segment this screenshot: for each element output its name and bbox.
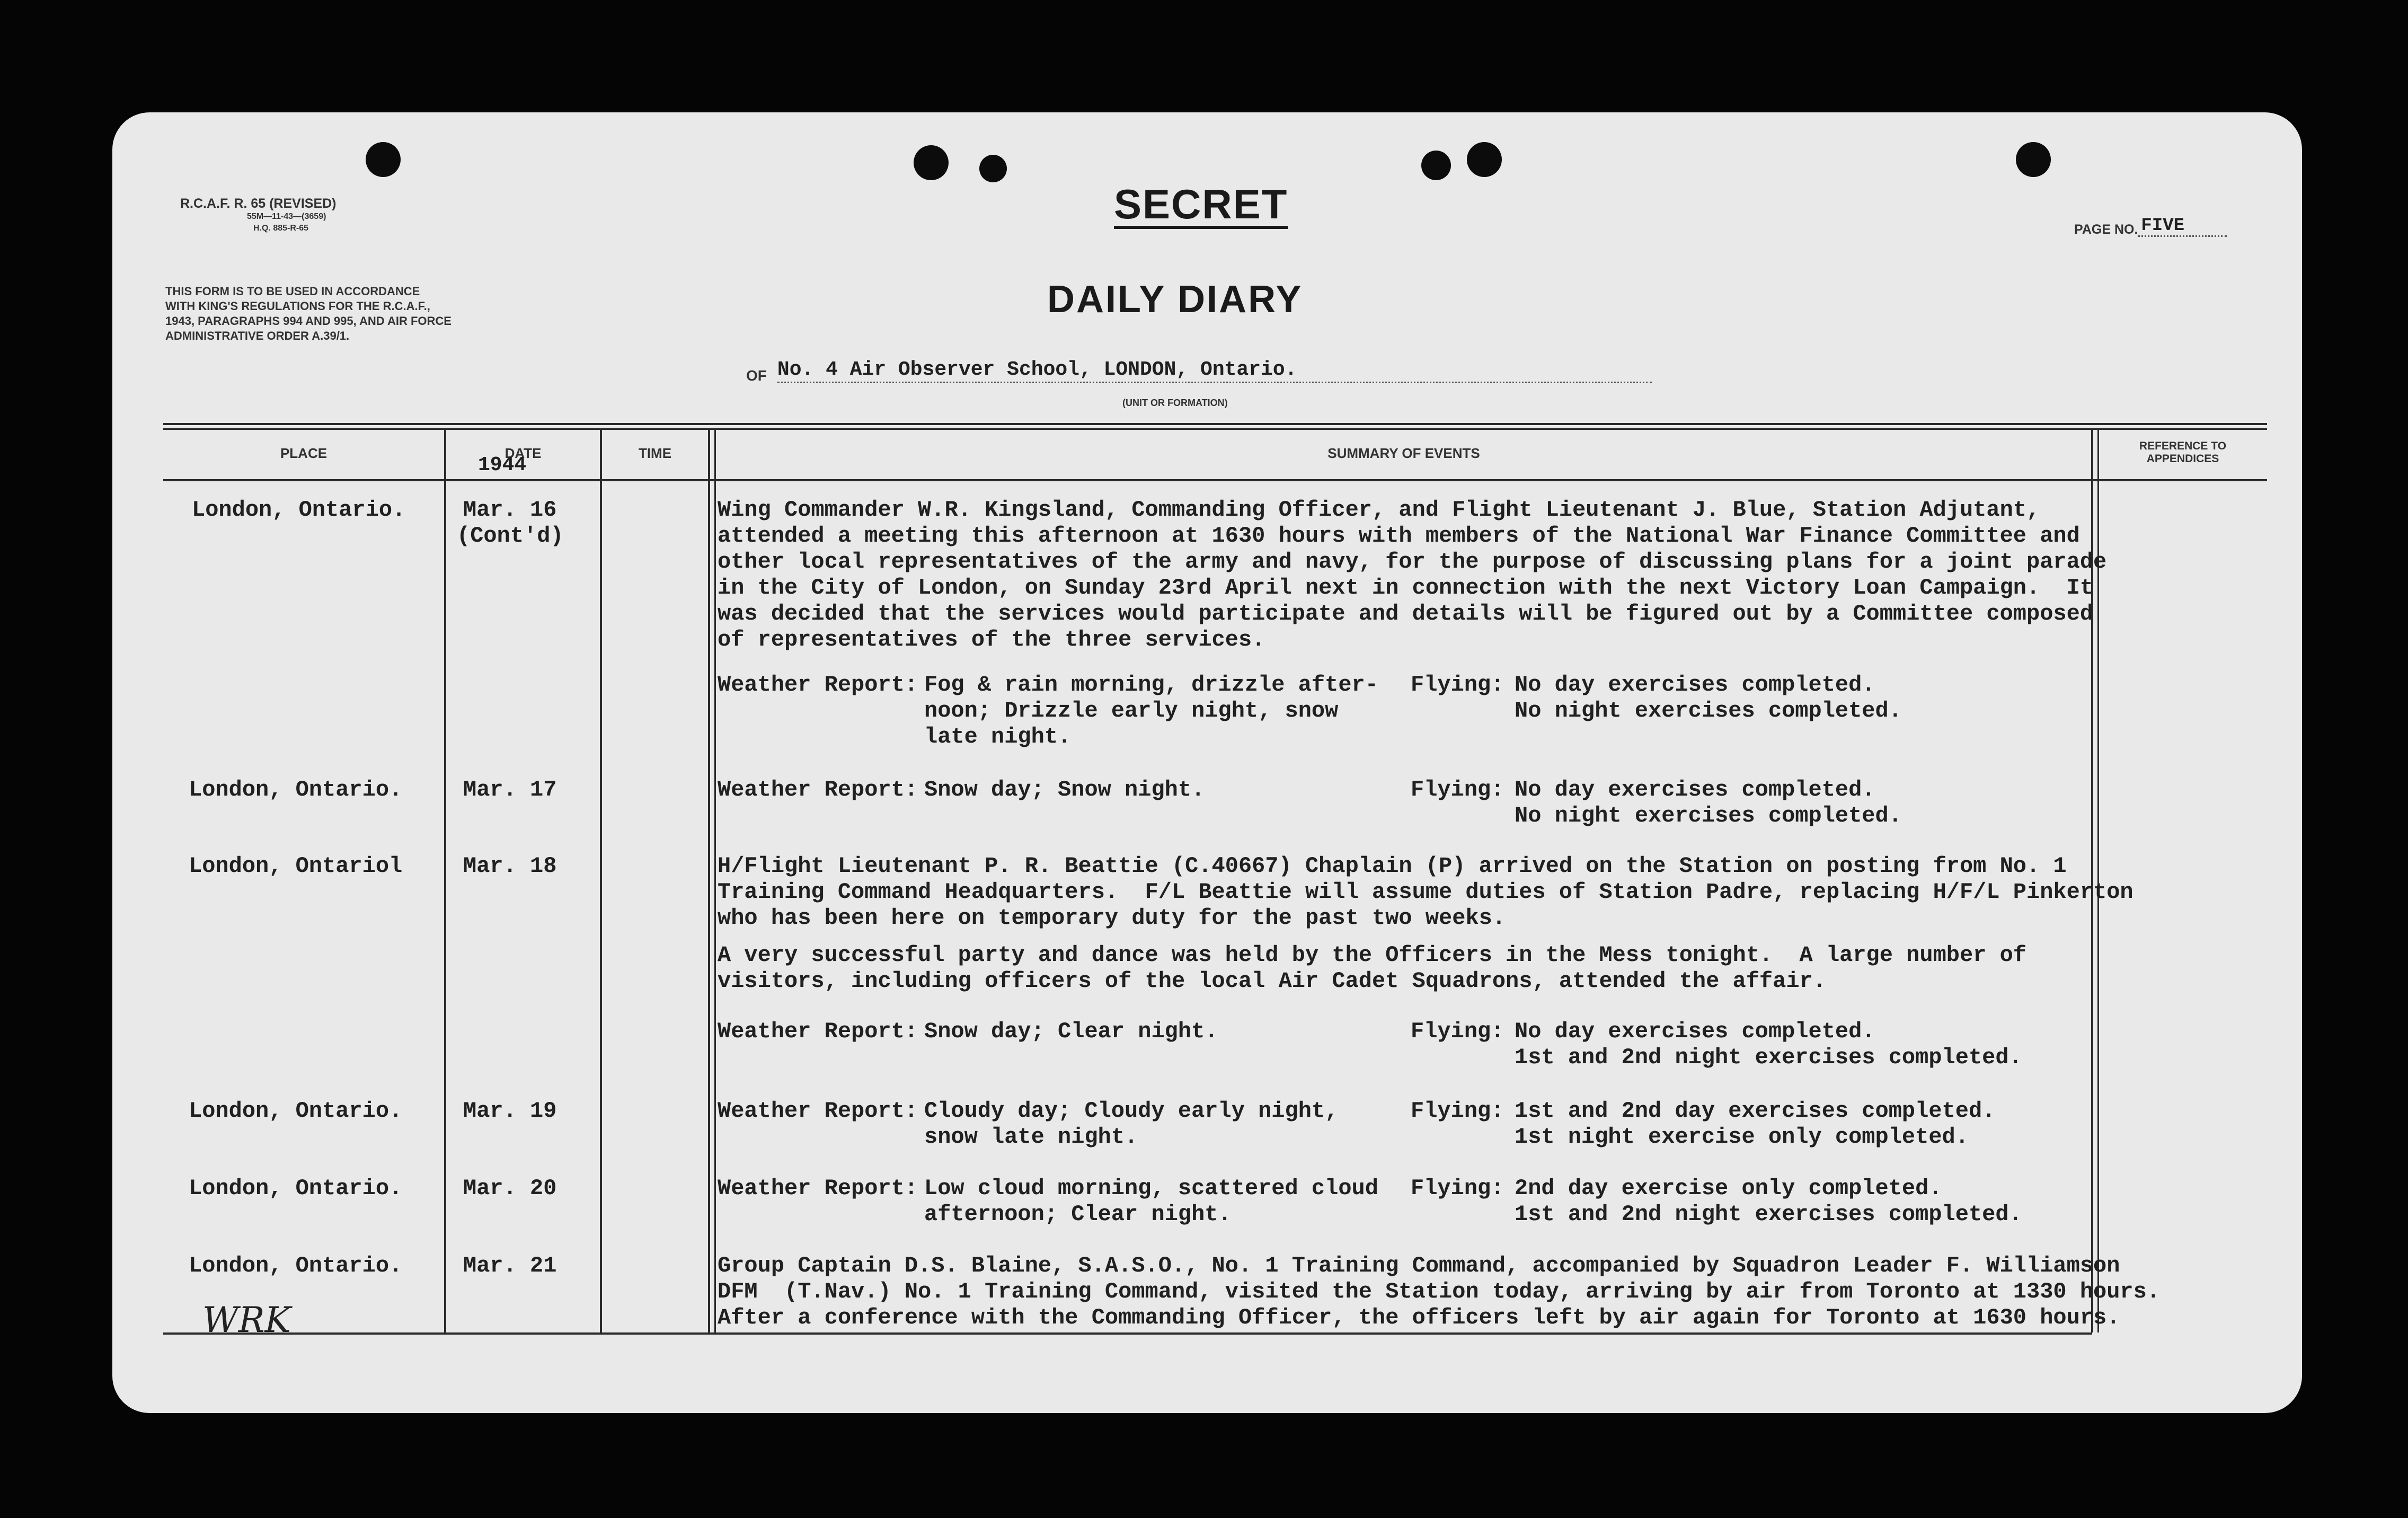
- binder-hole: [1467, 142, 1502, 177]
- instruction-line: ADMINISTRATIVE ORDER A.39/1.: [165, 329, 350, 342]
- form-id-line: 55M—11-43—(3659): [247, 212, 326, 221]
- weather-line: Snow day; Clear night.: [924, 1019, 1218, 1044]
- summary-line: of representatives of the three services.: [718, 627, 1265, 652]
- weather-label: Weather Report:: [718, 1098, 918, 1124]
- entry-summary-paragraph: [718, 1253, 2160, 1331]
- instruction-line: WITH KING'S REGULATIONS FOR THE R.C.A.F.,: [165, 299, 430, 313]
- entry-summary-paragraph: [718, 942, 2026, 994]
- flying-line: No night exercises completed.: [1515, 803, 1902, 828]
- entry-date: Mar. 16: [463, 497, 557, 523]
- weather-report: [924, 777, 1205, 803]
- column-divider: [600, 429, 602, 1332]
- flying-report: [1515, 672, 1902, 724]
- entry-date: Mar. 19: [463, 1098, 557, 1124]
- entry-summary-paragraph: [718, 497, 2106, 653]
- unit-line: [746, 358, 1652, 383]
- binder-hole: [1421, 151, 1451, 180]
- flying-line: 1st and 2nd night exercises completed.: [1515, 1202, 2022, 1227]
- flying-line: No day exercises completed.: [1515, 672, 1875, 698]
- entry-place: London, Ontario.: [189, 1176, 403, 1201]
- summary-line: After a conference with the Commanding Officer, the officers left by air again for Toronto at 1630 hours.: [718, 1305, 2120, 1330]
- instruction-line: THIS FORM IS TO BE USED IN ACCORDANCE: [165, 285, 420, 298]
- header-bottom-rule: [163, 479, 2267, 481]
- summary-line: was decided that the services would participate and details will be figured out by a Committee composed: [718, 601, 2094, 626]
- weather-line: Cloudy day; Cloudy early night,: [924, 1098, 1339, 1124]
- entry-place: London, Ontariol: [189, 853, 403, 879]
- summary-line: other local representatives of the army and navy, for the purpose of discussing plans for a joint parade: [718, 549, 2107, 575]
- table-top-rule: [163, 423, 2267, 425]
- flying-line: 1st and 2nd day exercises completed.: [1515, 1098, 1996, 1124]
- summary-line: in the City of London, on Sunday 23rd April next in connection with the next Victory Loan Campaign. It: [718, 575, 2094, 601]
- secret-classification: [1114, 180, 1288, 228]
- summary-line: attended a meeting this afternoon at 1630 hours with members of the National War Finance Committee and: [718, 523, 2080, 549]
- instructions-block: [165, 284, 452, 343]
- flying-report: [1515, 1176, 2022, 1228]
- weather-report: [924, 1098, 1338, 1150]
- entry-date: Mar. 18: [463, 853, 557, 879]
- weather-label: Weather Report:: [718, 1019, 918, 1044]
- column-divider: [444, 429, 446, 1332]
- flying-report: [1515, 1019, 2022, 1071]
- flying-line: No day exercises completed.: [1515, 777, 1875, 802]
- entry-date: Mar. 21: [463, 1253, 557, 1278]
- weather-report: [924, 1019, 1218, 1045]
- weather-line: late night.: [924, 724, 1072, 749]
- column-header-time: TIME: [638, 445, 672, 461]
- summary-line: Wing Commander W.R. Kingsland, Commanding Officer, and Flight Lieutenant J. Blue, Station Adjutant,: [718, 497, 2040, 523]
- entry-summary-paragraph: [718, 853, 2133, 931]
- weather-line: Fog & rain morning, drizzle after-: [924, 672, 1378, 698]
- summary-line: visitors, including officers of the local Air Cadet Squadrons, attended the affair.: [718, 968, 1826, 994]
- weather-label: Weather Report:: [718, 1176, 918, 1201]
- summary-line: A very successful party and dance was held by the Officers in the Mess tonight. A large number of: [718, 942, 2027, 968]
- flying-report: [1515, 1098, 1995, 1150]
- table-top-rule: [163, 428, 2267, 430]
- flying-label: Flying:: [1411, 672, 1504, 698]
- flying-line: 1st night exercise only completed.: [1515, 1124, 1969, 1150]
- diary-sheet: [112, 112, 2302, 1413]
- entry-date: Mar. 17: [463, 777, 557, 802]
- page-number-label: PAGE NO.: [2074, 222, 2138, 237]
- summary-line: Group Captain D.S. Blaine, S.A.S.O., No. 1 Training Command, accompanied by Squadron Leader F. Williamson: [718, 1253, 2120, 1278]
- reference-header-line: REFERENCE TO: [2139, 440, 2227, 452]
- flying-line: No night exercises completed.: [1515, 698, 1902, 723]
- diary-title: DAILY DIARY: [1047, 278, 1303, 321]
- binder-hole: [979, 155, 1007, 182]
- weather-report: [924, 1176, 1378, 1228]
- flying-label: Flying:: [1411, 777, 1504, 802]
- table-bottom-rule: [163, 1332, 2092, 1335]
- flying-line: No day exercises completed.: [1515, 1019, 1875, 1044]
- flying-label: Flying:: [1411, 1176, 1504, 1201]
- summary-line: H/Flight Lieutenant P. R. Beattie (C.40667) Chaplain (P) arrived on the Station on posting from No. 1: [718, 853, 2067, 879]
- weather-line: snow late night.: [924, 1124, 1138, 1150]
- initials-signature: WRK: [202, 1300, 291, 1340]
- binder-hole: [914, 145, 949, 180]
- column-header-reference: [2100, 440, 2266, 465]
- page-number-value: FIVE: [2138, 216, 2227, 237]
- flying-label: Flying:: [1411, 1019, 1504, 1044]
- flying-line: 2nd day exercise only completed.: [1515, 1176, 1942, 1201]
- column-header-year: 1944: [478, 454, 527, 476]
- unit-of-label: OF: [746, 367, 767, 384]
- flying-report: [1515, 777, 1902, 829]
- weather-report: [924, 672, 1378, 750]
- weather-label: Weather Report:: [718, 777, 918, 802]
- weather-line: Snow day; Snow night.: [924, 777, 1205, 802]
- unit-value: No. 4 Air Observer School, LONDON, Ontario.: [777, 358, 1652, 383]
- column-header-summary: SUMMARY OF EVENTS: [1327, 445, 1480, 461]
- summary-line: DFM (T.Nav.) No. 1 Training Command, visited the Station today, arriving by air from Toronto at 1330 hours.: [718, 1279, 2161, 1304]
- form-id-block: [180, 196, 337, 234]
- binder-hole: [2016, 142, 2051, 177]
- classification-text: SECRET: [1114, 181, 1288, 227]
- summary-line: Training Command Headquarters. F/L Beattie will assume duties of Station Padre, replacing H/F/L Pinkerton: [718, 879, 2133, 905]
- flying-line: 1st and 2nd night exercises completed.: [1515, 1045, 2022, 1070]
- weather-line: afternoon; Clear night.: [924, 1202, 1232, 1227]
- weather-line: noon; Drizzle early night, snow: [924, 698, 1339, 723]
- column-divider: [714, 429, 716, 1332]
- instruction-line: 1943, PARAGRAPHS 994 AND 995, AND AIR FORCE: [165, 314, 452, 328]
- weather-line: Low cloud morning, scattered cloud: [924, 1176, 1378, 1201]
- binder-hole: [366, 142, 401, 177]
- form-id-line: R.C.A.F. R. 65 (REVISED): [180, 196, 337, 211]
- flying-label: Flying:: [1411, 1098, 1504, 1124]
- page-number: [2074, 216, 2227, 237]
- unit-caption: (UNIT OR FORMATION): [1122, 398, 1228, 408]
- entry-place: London, Ontario.: [192, 497, 406, 523]
- summary-line: who has been here on temporary duty for the past two weeks.: [718, 905, 1506, 931]
- entry-place: London, Ontario.: [189, 777, 403, 802]
- entry-date-cont: (Cont'd): [457, 523, 564, 549]
- column-header-place: PLACE: [280, 445, 327, 461]
- entry-place: London, Ontario.: [189, 1098, 403, 1124]
- weather-label: Weather Report:: [718, 672, 918, 698]
- form-id-line: H.Q. 885-R-65: [253, 224, 309, 233]
- reference-header-line: APPENDICES: [2146, 453, 2219, 465]
- column-header-date: DATE: [504, 445, 542, 461]
- column-divider: [708, 429, 710, 1332]
- entry-date: Mar. 20: [463, 1176, 557, 1201]
- entry-place: London, Ontario.: [189, 1253, 403, 1278]
